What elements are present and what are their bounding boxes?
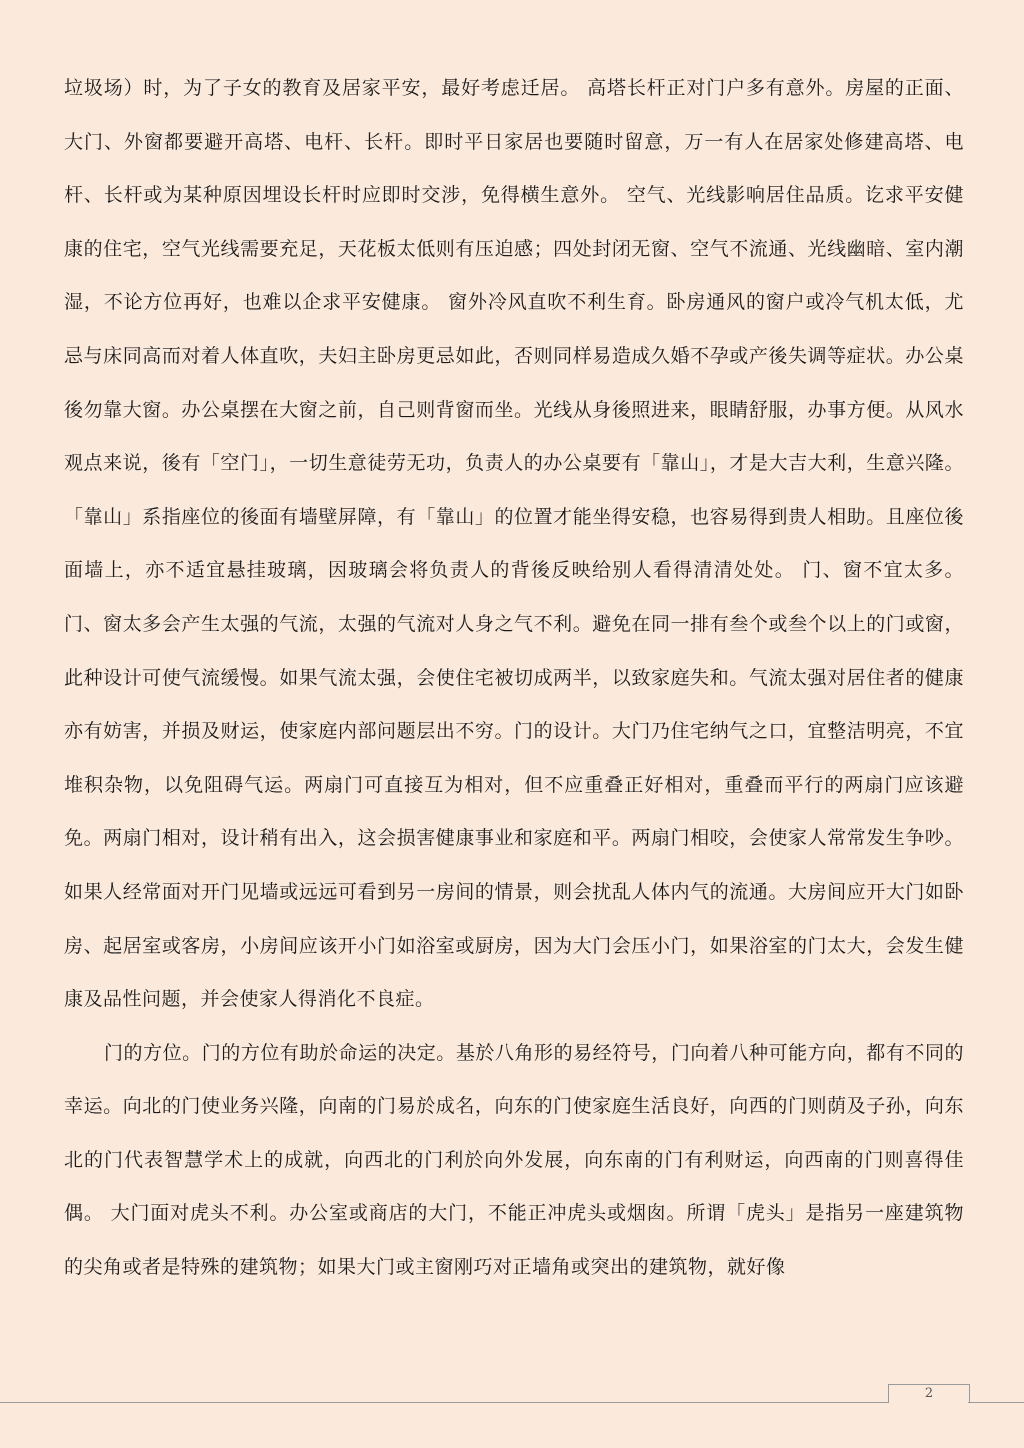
- footer-divider-right: [968, 1402, 1024, 1403]
- document-body: [64, 62, 964, 1295]
- page-number: 2: [888, 1384, 970, 1403]
- paragraph-2: 门的方位。门的方位有助於命运的决定。基於八角形的易经符号，门向着八种可能方向，都有不同的幸运。向北的门使业务兴隆，向南的门易於成名，向东的门使家庭生活良好，向西的门则荫及子孙，向东北的门代表智慧学术上的成就，向西北的门利於向外发展，向东南的门有利财运，向西南的门则喜得佳偶。 大门面对虎头不利。办公室或商店的大门，不能正冲虎头或烟囱。所谓「虎头」是指另一座建筑物的尖角或者是特殊的建筑物；如果大门或主窗刚巧对正墙角或突出的建筑物，就好像: [64, 1041, 964, 1279]
- footer-divider-left: [0, 1402, 888, 1403]
- paragraph-1: 垃圾场）时，为了子女的教育及居家平安，最好考虑迁居。 高塔长杆正对门户多有意外。房屋的正面、大门、外窗都要避开高塔、电杆、长杆。即时平日家居也要随时留意，万一有人在居家处修建高塔、电杆、长杆或为某种原因埋设长杆时应即时交涉，免得横生意外。 空气、光线影响居住品质。讫求平安健康的住宅，空气光线需要充足，天花板太低则有压迫感；四处封闭无窗、空气不流通、光线幽暗、室内潮湿，不论方位再好，也难以企求平安健康。 窗外冷风直吹不利生育。卧房通风的窗户或冷气机太低，尤忌与床同高而对着人体直吹，夫妇主卧房更忌如此，否则同样易造成久婚不孕或产後失调等症状。办公桌後勿靠大窗。办公桌摆在大窗之前，自己则背窗而坐。光线从身後照进来，眼睛舒服，办事方便。从风水观点来说，後有「空门」，一切生意徒劳无功，负责人的办公桌要有「靠山」，才是大吉大利，生意兴隆。「靠山」系指座位的後面有墙壁屏障，有「靠山」的位置才能坐得安稳，也容易得到贵人相助。且座位後面墙上，亦不适宜悬挂玻璃，因玻璃会将负责人的背後反映给别人看得清清处处。 门、窗不宜太多。门、窗太多会产生太强的气流，太强的气流对人身之气不利。避免在同一排有叁个或叁个以上的门或窗，此种设计可使气流缓慢。如果气流太强，会使住宅被切成两半，以致家庭失和。气流太强对居住者的健康亦有妨害，并损及财运，使家庭内部问题层出不穷。门的设计。大门乃住宅纳气之口，宜整洁明亮，不宜堆积杂物，以免阻碍气运。两扇门可直接互为相对，但不应重叠正好相对，重叠而平行的两扇门应该避免。两扇门相对，设计稍有出入，这会损害健康事业和家庭和平。两扇门相咬，会使家人常常发生争吵。如果人经常面对开门见墙或远远可看到另一房间的情景，则会扰乱人体内气的流通。大房间应开大门如卧房、起居室或客房，小房间应该开小门如浴室或厨房，因为大门会压小门，如果浴室的门太大，会发生健康及品性问题，并会使家人得消化不良症。: [64, 77, 964, 1011]
